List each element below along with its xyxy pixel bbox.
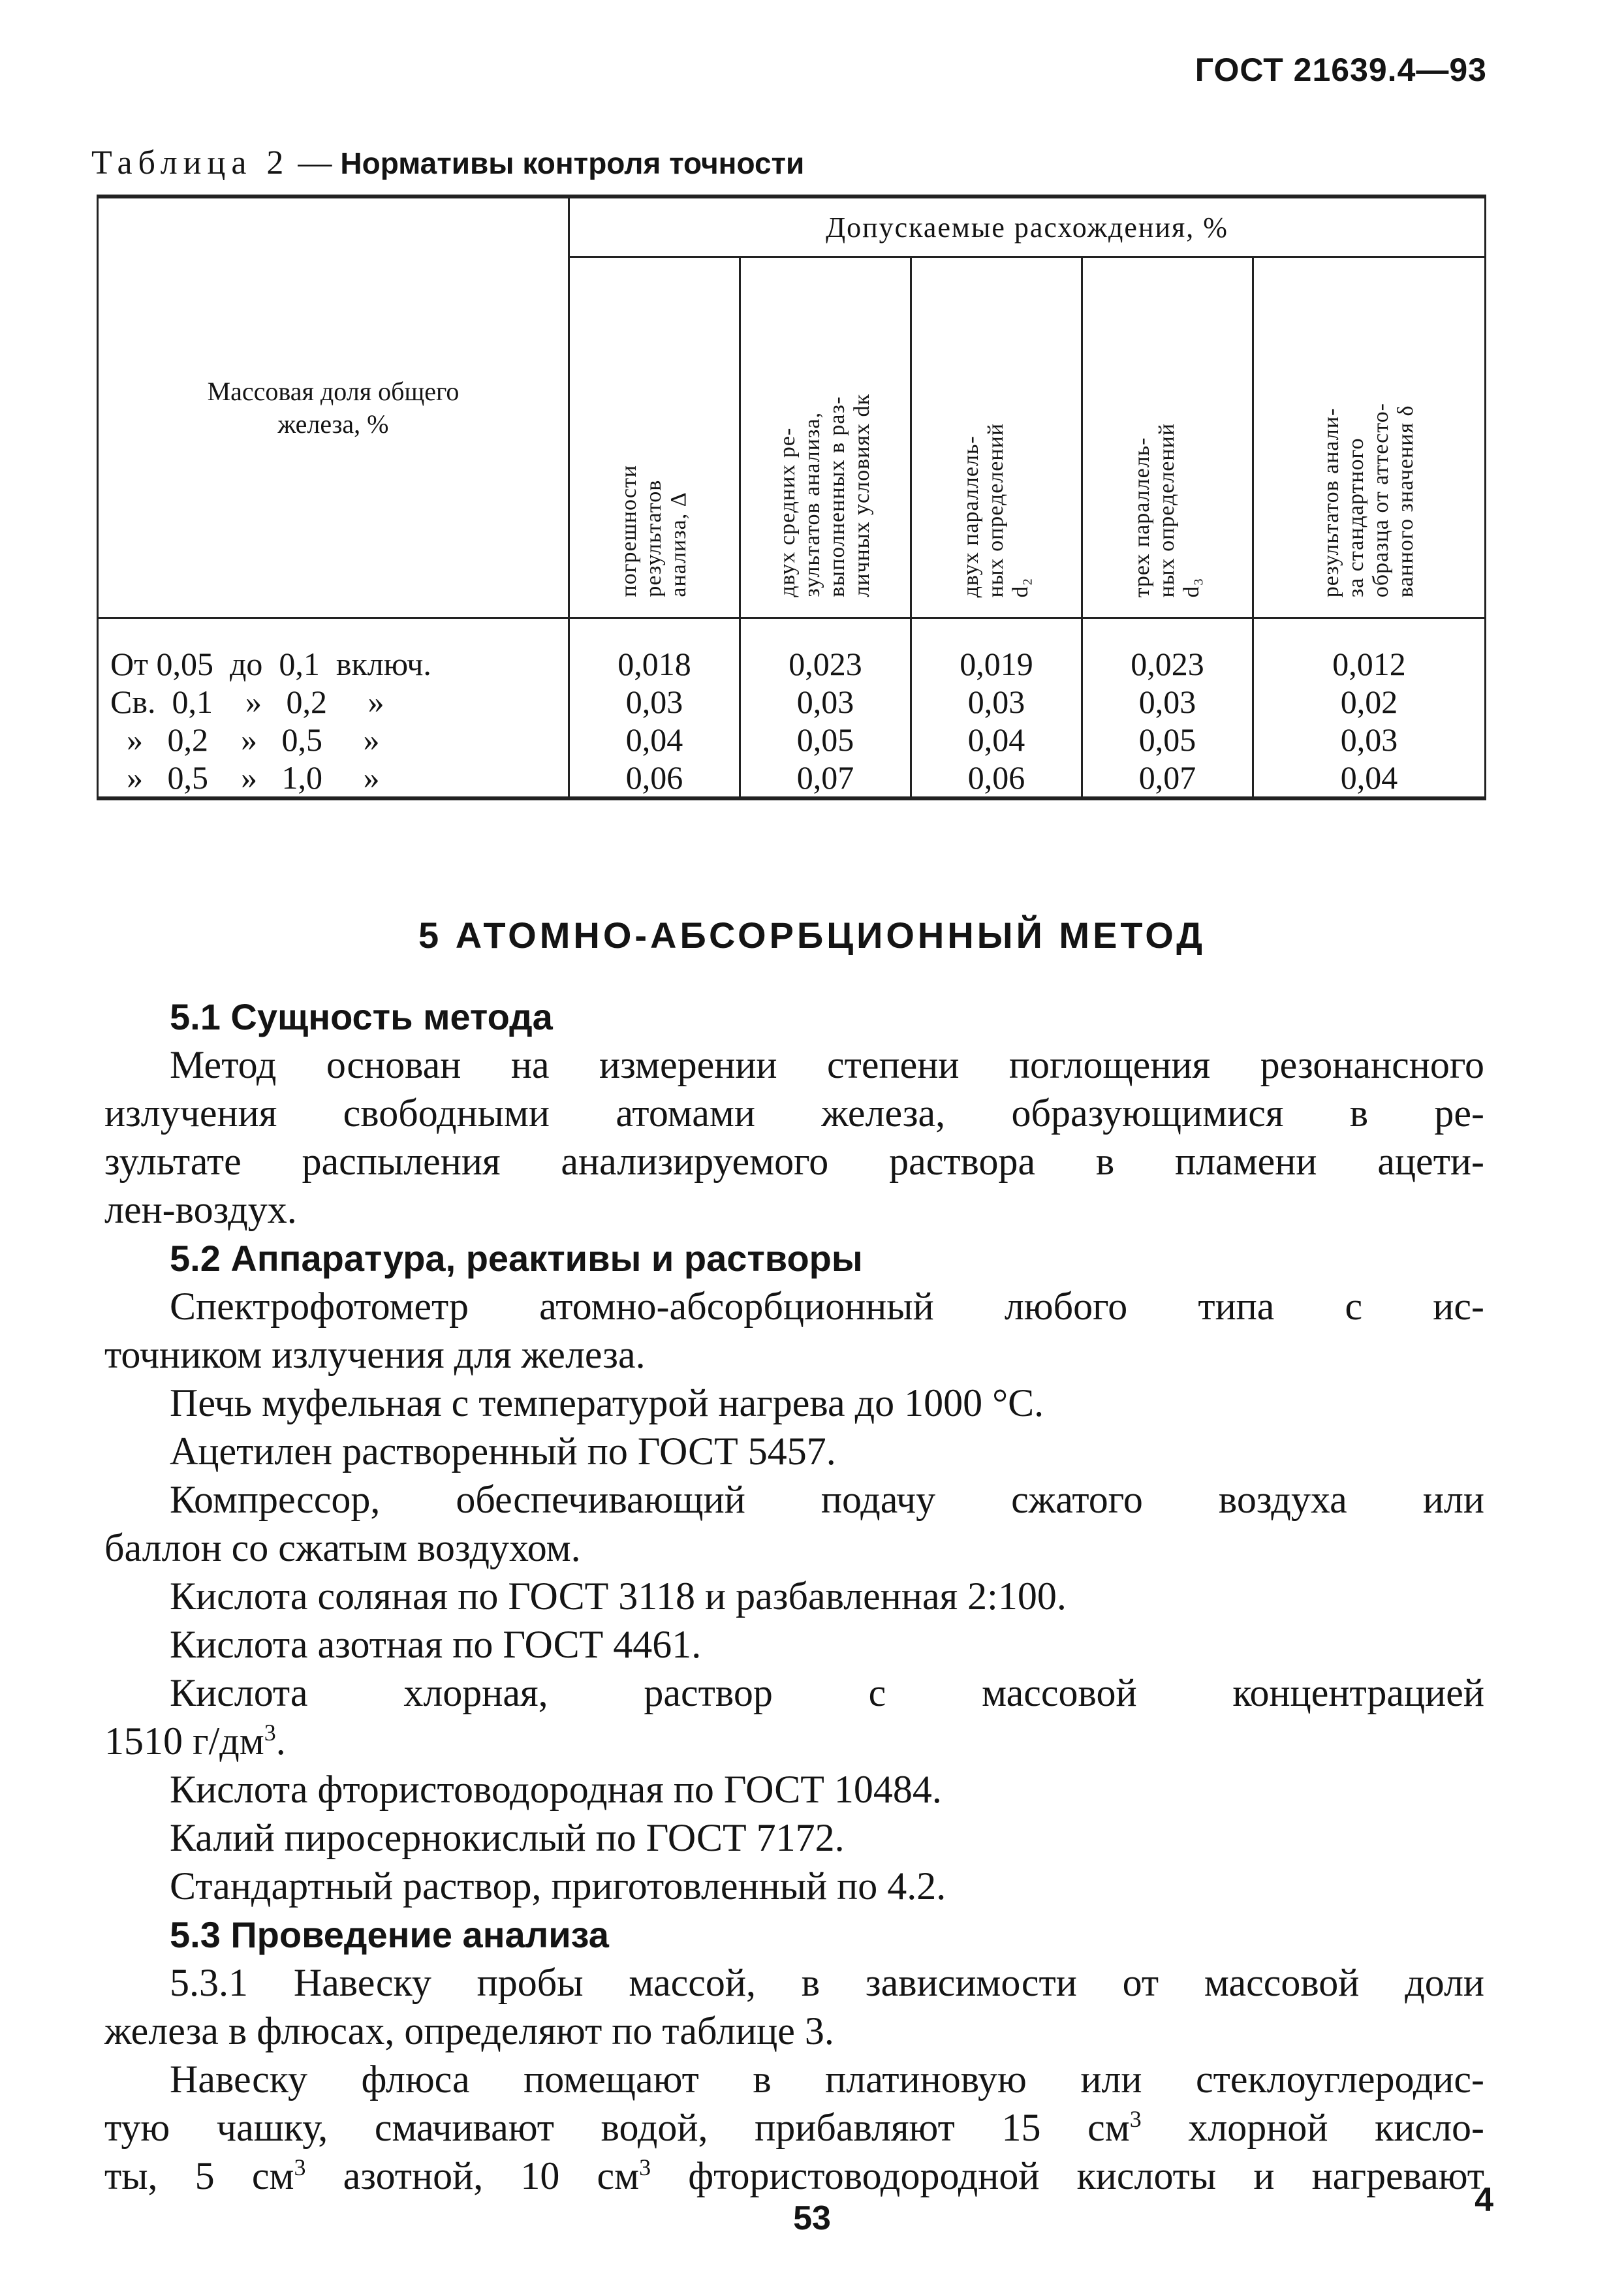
table-cell: 0,04 [1340,759,1398,796]
table-cell: 0,023 [789,646,862,682]
table-cell: 0,06 [625,759,683,796]
subsection-heading: 5.2 Аппаратура, реактивы и растворы [170,1238,863,1279]
paragraph-line: Кислота соляная по ГОСТ 3118 и разбавленная 2:100. [170,1575,1067,1618]
paragraph-line: точником излучения для железа. [104,1333,646,1376]
column-header-line: ных определений [1155,422,1179,597]
table-cell: 0,04 [967,721,1025,758]
mass-range-cell: От 0,05 до 0,1 включ. [110,646,431,682]
column-header-line: результатов анали- [1319,407,1344,597]
table-caption-label: Таблица 2 [91,144,290,181]
table-cell: 0,03 [967,683,1025,720]
tolerances-group-header: Допускаемые расхождения, % [569,196,1486,257]
paragraph-line: Навеску флюса помещают в платиновую или стеклоуглеродис- [170,2058,1484,2101]
table-caption-title: Нормативы контроля точности [340,146,805,180]
table-cell: 0,018 [617,646,691,682]
paragraph-line: Ацетилен растворенный по ГОСТ 5457. [170,1430,836,1473]
error-column [569,618,740,797]
column-header-line: образца от аттесто- [1369,402,1394,597]
subsection-heading: 5.1 Сущность метода [170,996,553,1037]
column-header-line: выполненных в раз- [825,396,850,597]
table-cell: 0,03 [625,683,683,720]
table-cell: 0,05 [796,721,854,758]
table-cell: 0,02 [1340,683,1398,720]
three-parallel-column [1082,618,1253,797]
table-cell: 0,019 [960,646,1033,682]
paragraph-line: Спектрофотометр атомно-абсорбционный любого типа с ис- [170,1285,1484,1328]
paragraph-text: фтористоводородной кислоты и нагревают [651,2154,1484,2197]
paragraph-text: хлорной кисло- [1141,2106,1484,2149]
paragraph-line: Печь муфельная с температурой нагрева до 1000 °C. [170,1381,1044,1424]
section-title: 5 АТОМНО-АБСОРБЦИОННЫЙ МЕТОД [418,915,1206,956]
paragraph-line: Стандартный раствор, приготовленный по 4.2. [170,1864,946,1908]
table-cell: 0,04 [625,721,683,758]
table-cell: 0,03 [796,683,854,720]
paragraph-text: 1510 г/дм [104,1720,264,1763]
column-header-line: d₂ [1008,577,1033,597]
paragraph-line: 5.3.1 Навеску пробы массой, в зависимости от массовой доли [170,1961,1484,2004]
mass-header-line2: железа, % [277,409,389,439]
paragraph-text: . [275,1720,286,1763]
column-header-line: личных условиях dк [850,394,875,597]
column-header-line: ных определений [984,422,1008,597]
accuracy-norms-table [97,195,1486,800]
paragraph-line: зультате распыления анализируемого раствора в пламени ацети- [104,1140,1484,1183]
paragraph-text: ты, 5 см [104,2154,294,2197]
mass-range-cell: Св. 0,1 » 0,2 » [110,683,384,720]
column-header-reference-sample [1253,257,1486,618]
column-header-error [569,257,740,618]
column-header-line: погрешности [617,465,642,597]
superscript: 3 [639,2154,651,2180]
table-cell: 0,06 [967,759,1025,796]
paragraph-line: Компрессор, обеспечивающий подачу сжатого воздуха или [170,1478,1484,1521]
table-caption-dash: — [289,144,341,181]
section-body [104,992,1484,2200]
table-cell: 0,012 [1332,646,1406,682]
paragraph-line: лен-воздух. [104,1188,297,1231]
paragraph-line: Кислота фтористоводородная по ГОСТ 10484. [170,1768,942,1811]
column-header-line: за стандартного [1344,437,1369,597]
superscript: 3 [294,2154,306,2180]
table-data-rows [98,618,1486,797]
mass-fraction-header [98,196,569,618]
paragraph-line: Кислота хлорная, раствор с массовой концентрацией [170,1671,1484,1714]
table-cell: 0,03 [1340,721,1398,758]
column-header-two-parallel [911,257,1082,618]
paragraph-line: Кислота азотная по ГОСТ 4461. [170,1623,702,1666]
table-cell: 0,07 [1138,759,1196,796]
table-cell: 0,023 [1131,646,1204,682]
column-header-line: d₃ [1179,577,1204,597]
paragraph-line: железа в флюсах, определяют по таблице 3. [104,2009,834,2052]
subsection-heading: 5.3 Проведение анализа [170,1914,609,1955]
paragraph-line: Метод основан на измерении степени поглощения резонансного [170,1043,1484,1086]
mass-header-line1: Массовая доля общего [207,376,460,406]
paragraph-line [104,2103,1484,2152]
superscript: 3 [264,1720,276,1746]
reference-sample-column [1253,618,1486,797]
mass-range-column [98,618,569,797]
paragraph-text: азотной, 10 см [305,2154,640,2197]
paragraph-line: Калий пиросернокислый по ГОСТ 7172. [170,1816,845,1859]
column-header-three-parallel [1082,257,1253,618]
mass-range-cell: » 0,2 » 0,5 » [110,721,380,758]
mass-range-cell: » 0,5 » 1,0 » [110,759,380,796]
table-caption [91,144,804,182]
table-cell: 0,05 [1138,721,1196,758]
column-header-line: двух параллель- [959,435,984,597]
column-header-line: анализа, Δ [666,492,691,597]
column-header-line: трех параллель- [1130,437,1155,597]
paragraph-text: тую чашку, смачивают водой, прибавляют 15 см [104,2106,1130,2149]
column-header-line: результатов [642,480,666,597]
superscript: 3 [1129,2106,1142,2132]
two-averages-column [740,618,911,797]
table-bottom-rule [98,796,1486,798]
two-parallel-column [911,618,1082,797]
paragraph-line: баллон со сжатым воздухом. [104,1526,581,1569]
column-header-two-averages [740,257,911,618]
table-cell: 0,07 [796,759,854,796]
corner-number: 4 [1475,2181,1493,2219]
column-header-line: зультатов анализа, [800,412,825,597]
paragraph-line [104,1717,1484,1765]
paragraph-line: излучения свободными атомами железа, образующимися в ре- [104,1092,1484,1135]
paragraph-line [104,2152,1484,2200]
column-header-line: двух средних ре- [775,427,800,597]
standard-header: ГОСТ 21639.4—93 [1195,52,1487,88]
table-cell: 0,03 [1138,683,1196,720]
page-number: 53 [793,2199,831,2237]
column-header-line: ванного значения δ [1394,405,1418,597]
